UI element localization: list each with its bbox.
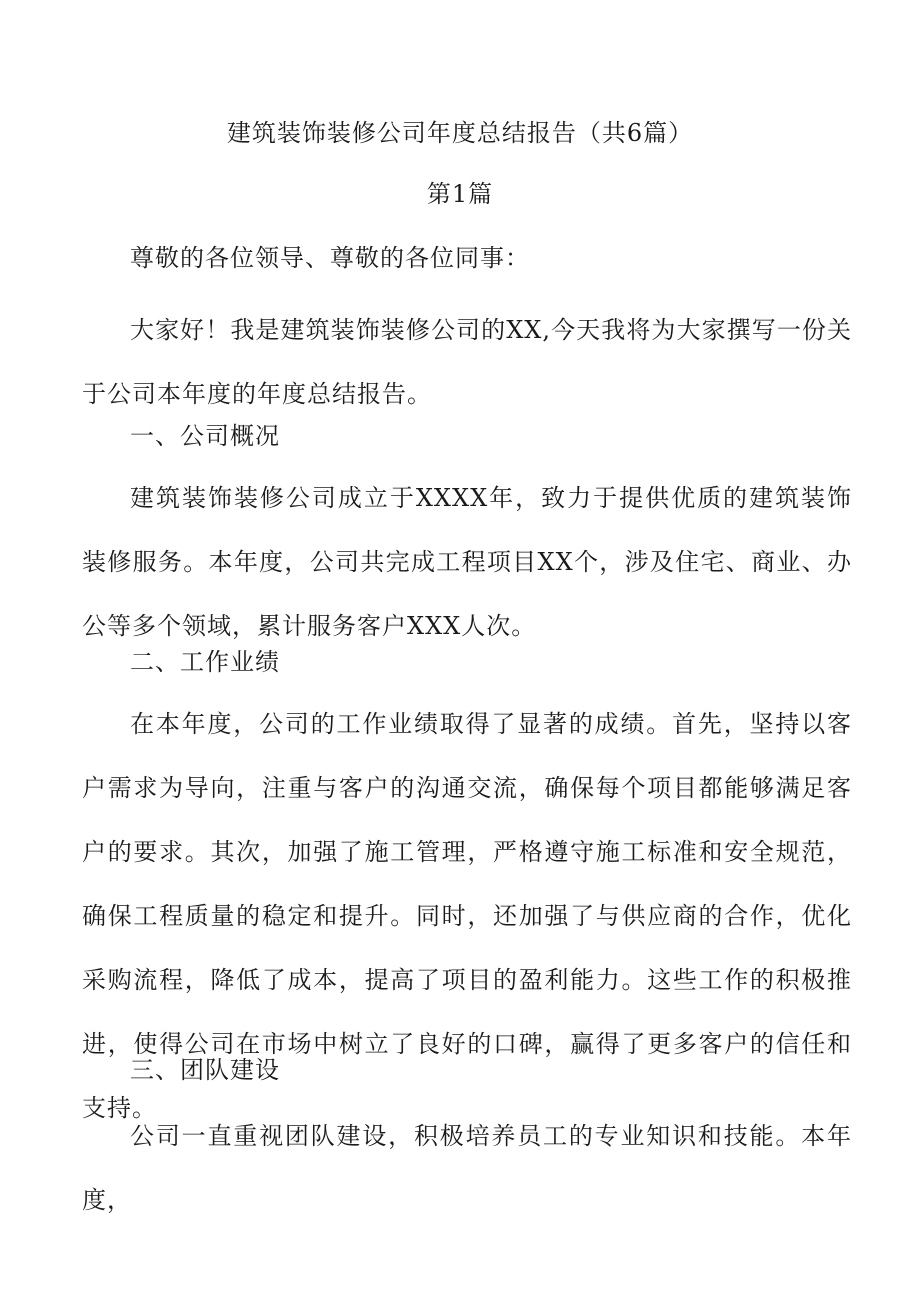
part-title: 第1篇 (426, 180, 494, 208)
section-body-team: 公司一直重视团队建设，积极培养员工的专业知识和技能。本年度， (82, 1122, 852, 1214)
section-heading-overview: 一、公司概况 (130, 422, 280, 450)
section-body-overview: 建筑装饰装修公司成立于XXXX年，致力于提供优质的建筑装饰装修服务。本年度，公司共完成工程项目XX个，涉及住宅、商业、办公等多个领域，累计服务客户XXX人次。 (82, 484, 852, 640)
document-title: 建筑装饰装修公司年度总结报告（共6篇） (226, 119, 694, 147)
greeting-paragraph: 大家好！我是建筑装饰装修公司的XX,今天我将为大家撰写一份关于公司本年度的年度总结报告。 (82, 316, 852, 408)
section-body-performance: 在本年度，公司的工作业绩取得了显著的成绩。首先，坚持以客户需求为导向，注重与客户的沟通交流，确保每个项目都能够满足客户的要求。其次，加强了施工管理，严格遵守施工标准和安全规范，确保工程质量的稳定和提升。同时，还加强了与供应商的合作，优化采购流程，降低了成本，提高了项目的盈利能力。这些工作的积极推进，使得公司在市场中树立了良好的口碑，赢得了更多客户的信任和支持。 (82, 710, 852, 1122)
section-heading-team: 三、团队建设 (130, 1056, 280, 1084)
salutation: 尊敬的各位领导、尊敬的各位同事： (130, 244, 530, 272)
section-heading-performance: 二、工作业绩 (130, 648, 280, 676)
